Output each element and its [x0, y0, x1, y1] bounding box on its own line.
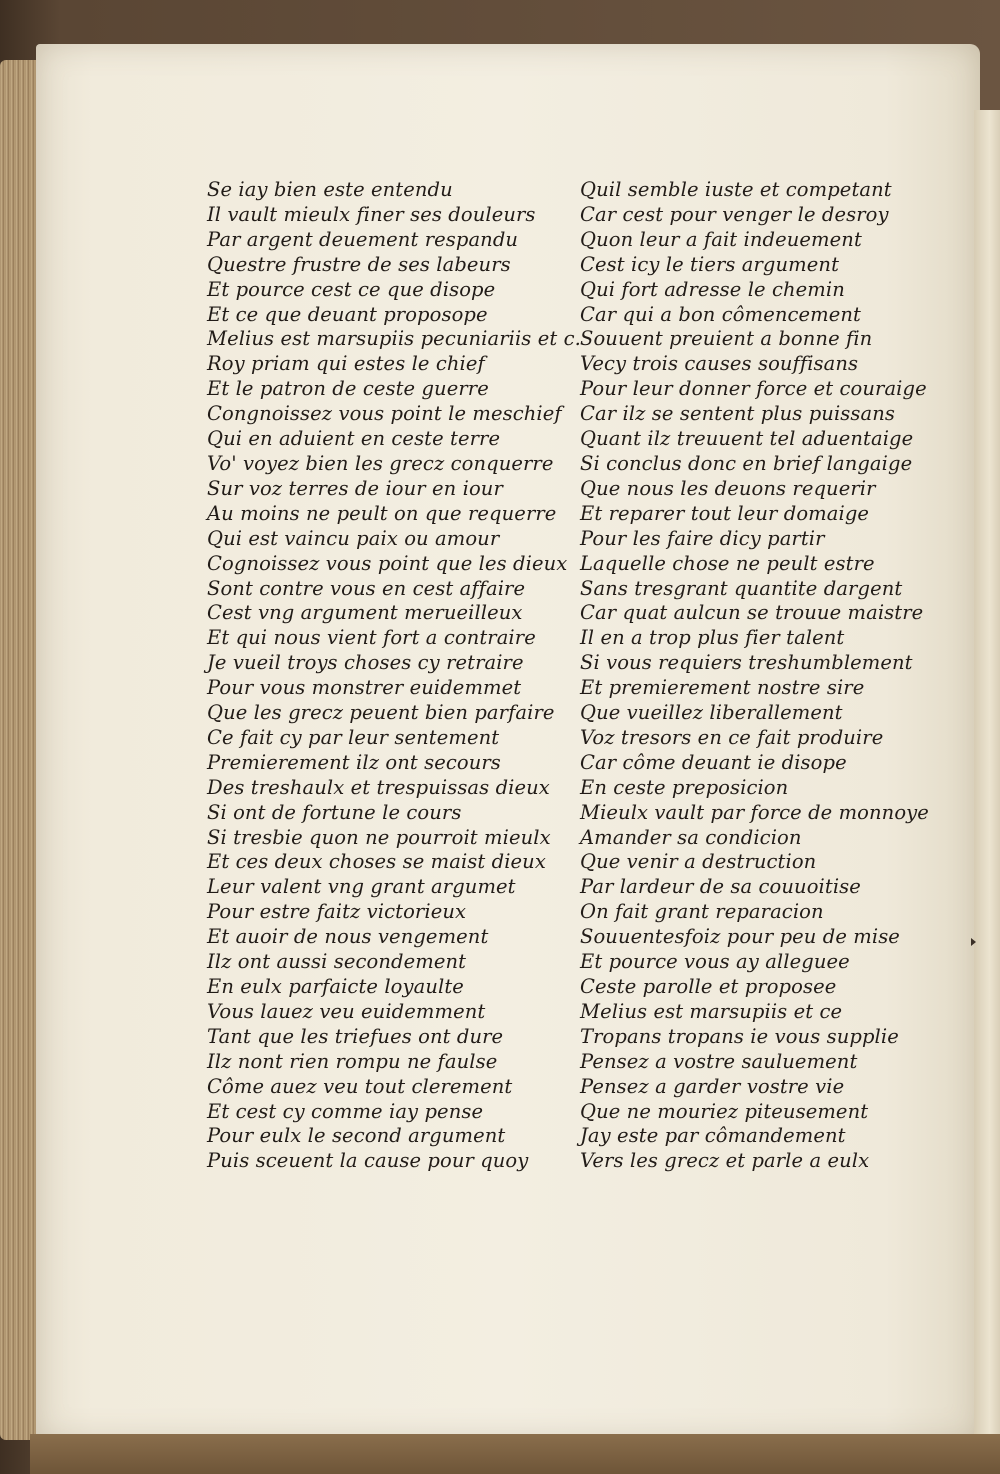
facing-page-edge: [974, 110, 1000, 1440]
verse-line-left: Questre frustre de ses labeurs: [207, 252, 511, 276]
right-text-column: [580, 178, 929, 1174]
verse-line-left: Et cest cy comme iay pense: [207, 1099, 484, 1123]
verse-line-right: Jay este par cômandement: [580, 1124, 846, 1148]
verse-line-left: Pour eulx le second argument: [207, 1124, 506, 1148]
verse-line-right: Et premierement nostre sire: [580, 676, 865, 700]
verse-line-left: Ilz nont rien rompu ne faulse: [207, 1049, 498, 1073]
verse-line-left: Premierement ilz ont secours: [207, 750, 501, 774]
verse-line-right: Pour les faire dicy partir: [580, 526, 825, 550]
verse-line-left: Si ont de fortune le cours: [207, 800, 462, 824]
verse-line-right: Et reparer tout leur domaige: [580, 501, 870, 525]
verse-line-right: Si conclus donc en brief langaige: [580, 451, 913, 475]
verse-line-left: Il vault mieulx finer ses douleurs: [207, 202, 536, 226]
verse-line-right: Pensez a vostre sauluement: [580, 1049, 858, 1073]
verse-line-right: Qui fort adresse le chemin: [580, 277, 845, 301]
verse-line-left: Roy priam qui estes le chief: [207, 352, 485, 376]
verse-line-right: Amander sa condicion: [580, 825, 802, 849]
verse-line-left: Et auoir de nous vengement: [207, 925, 489, 949]
verse-line-right: Vers les grecz et parle a eulx: [580, 1149, 870, 1173]
verse-line-left: Se iay bien este entendu: [207, 178, 453, 201]
verse-line-left: En eulx parfaicte loyaulte: [207, 975, 464, 998]
verse-line-right: Que venir a destruction: [580, 850, 817, 874]
verse-line-left: Qui est vaincu paix ou amour: [207, 526, 500, 550]
verse-line-left: Cognoissez vous point que les dieux: [207, 551, 568, 575]
verse-line-right: Cest icy le tiers argument: [580, 252, 840, 276]
verse-line-right: Si vous requiers treshumblement: [580, 651, 913, 675]
verse-line-right: Sans tresgrant quantite dargent: [580, 576, 903, 600]
verse-line-left: Leur valent vng grant argumet: [207, 875, 516, 899]
verse-line-left: Que les grecz peuent bien parfaire: [207, 701, 555, 725]
verse-line-left: Cest vng argument merueilleux: [207, 601, 523, 625]
verse-line-left: Vous lauez veu euidemment: [207, 999, 486, 1023]
verse-line-left: Congnoissez vous point le meschief: [207, 402, 562, 426]
margin-mark: [971, 938, 976, 946]
verse-line-right: Que ne mouriez piteusement: [580, 1099, 869, 1123]
verse-line-right: Car côme deuant ie disope: [580, 750, 847, 774]
verse-line-left: Sur voz terres de iour en iour: [207, 476, 503, 500]
bottom-binding-edge: [30, 1434, 1000, 1474]
verse-line-right: Et pource vous ay alleguee: [580, 950, 850, 974]
verse-line-left: Ilz ont aussi secondement: [207, 950, 467, 974]
verse-line-right: Souuentesfoiz pour peu de mise: [580, 925, 900, 949]
verse-line-right: Souuent preuient a bonne fin: [580, 327, 873, 351]
verse-line-right: Car cest pour venger le desroy: [580, 202, 889, 226]
verse-line-right: Vecy trois causes souffisans: [580, 352, 859, 376]
verse-line-left: Vo' voyez bien les grecz conquerre: [207, 451, 554, 475]
verse-line-right: Quant ilz treuuent tel aduentaige: [580, 427, 914, 451]
verse-line-left: Ce fait cy par leur sentement: [207, 725, 500, 749]
verse-line-left: Puis sceuent la cause pour quoy: [207, 1149, 529, 1173]
verse-line-right: Laquelle chose ne peult estre: [580, 551, 875, 575]
verse-line-left: Au moins ne peult on que requerre: [207, 501, 557, 525]
verse-line-left: Et pource cest ce que disope: [207, 277, 496, 301]
verse-line-right: On fait grant reparacion: [580, 900, 824, 924]
verse-line-right: Car quat aulcun se trouue maistre: [580, 601, 924, 625]
verse-line-right: Tropans tropans ie vous supplie: [580, 1024, 899, 1048]
verse-line-left: Et qui nous vient fort a contraire: [207, 626, 536, 650]
verse-line-left: Tant que les triefues ont dure: [207, 1024, 504, 1048]
verse-line-left: Des treshaulx et trespuissas dieux: [207, 775, 550, 799]
verse-line-right: Quon leur a fait indeuement: [580, 227, 862, 251]
verse-line-right: Quil semble iuste et competant: [580, 178, 892, 201]
verse-line-left: Côme auez veu tout clerement: [207, 1074, 513, 1098]
verse-line-left: Par argent deuement respandu: [207, 227, 519, 251]
verse-line-left: Si tresbie quon ne pourroit mieulx: [207, 825, 551, 849]
verse-line-right: Que vueillez liberallement: [580, 701, 843, 725]
verse-line-right: Pour leur donner force et couraige: [580, 377, 927, 401]
verse-line-left: Sont contre vous en cest affaire: [207, 576, 526, 600]
verse-line-right: Mieulx vault par force de monnoye: [580, 800, 929, 824]
verse-line-left: Et ces deux choses se maist dieux: [207, 850, 546, 874]
verse-line-right: Que nous les deuons requerir: [580, 476, 876, 500]
verse-line-right: Melius est marsupiis et ce: [580, 999, 843, 1023]
verse-line-right: Ceste parolle et proposee: [580, 975, 837, 998]
verse-line-left: Qui en aduient en ceste terre: [207, 427, 501, 451]
verse-line-right: Pensez a garder vostre vie: [580, 1074, 845, 1098]
verse-line-left: Et ce que deuant proposope: [207, 302, 488, 326]
verse-line-right: Car ilz se sentent plus puissans: [580, 402, 895, 426]
verse-line-right: Voz tresors en ce fait produire: [580, 725, 884, 749]
verse-line-left: Et le patron de ceste guerre: [207, 377, 489, 401]
verse-line-right: Il en a trop plus fier talent: [580, 626, 845, 650]
verse-line-left: Melius est marsupiis pecuniariis et c.: [207, 327, 581, 351]
verse-line-left: Pour vous monstrer euidemmet: [207, 676, 522, 700]
verse-line-left: Pour estre faitz victorieux: [207, 900, 467, 924]
verse-line-right: En ceste preposicion: [580, 775, 789, 799]
left-text-column: [207, 178, 581, 1174]
verse-line-right: Par lardeur de sa couuoitise: [580, 875, 861, 899]
verse-line-right: Car qui a bon cômencement: [580, 302, 861, 326]
verse-line-left: Je vueil troys choses cy retraire: [207, 651, 524, 675]
